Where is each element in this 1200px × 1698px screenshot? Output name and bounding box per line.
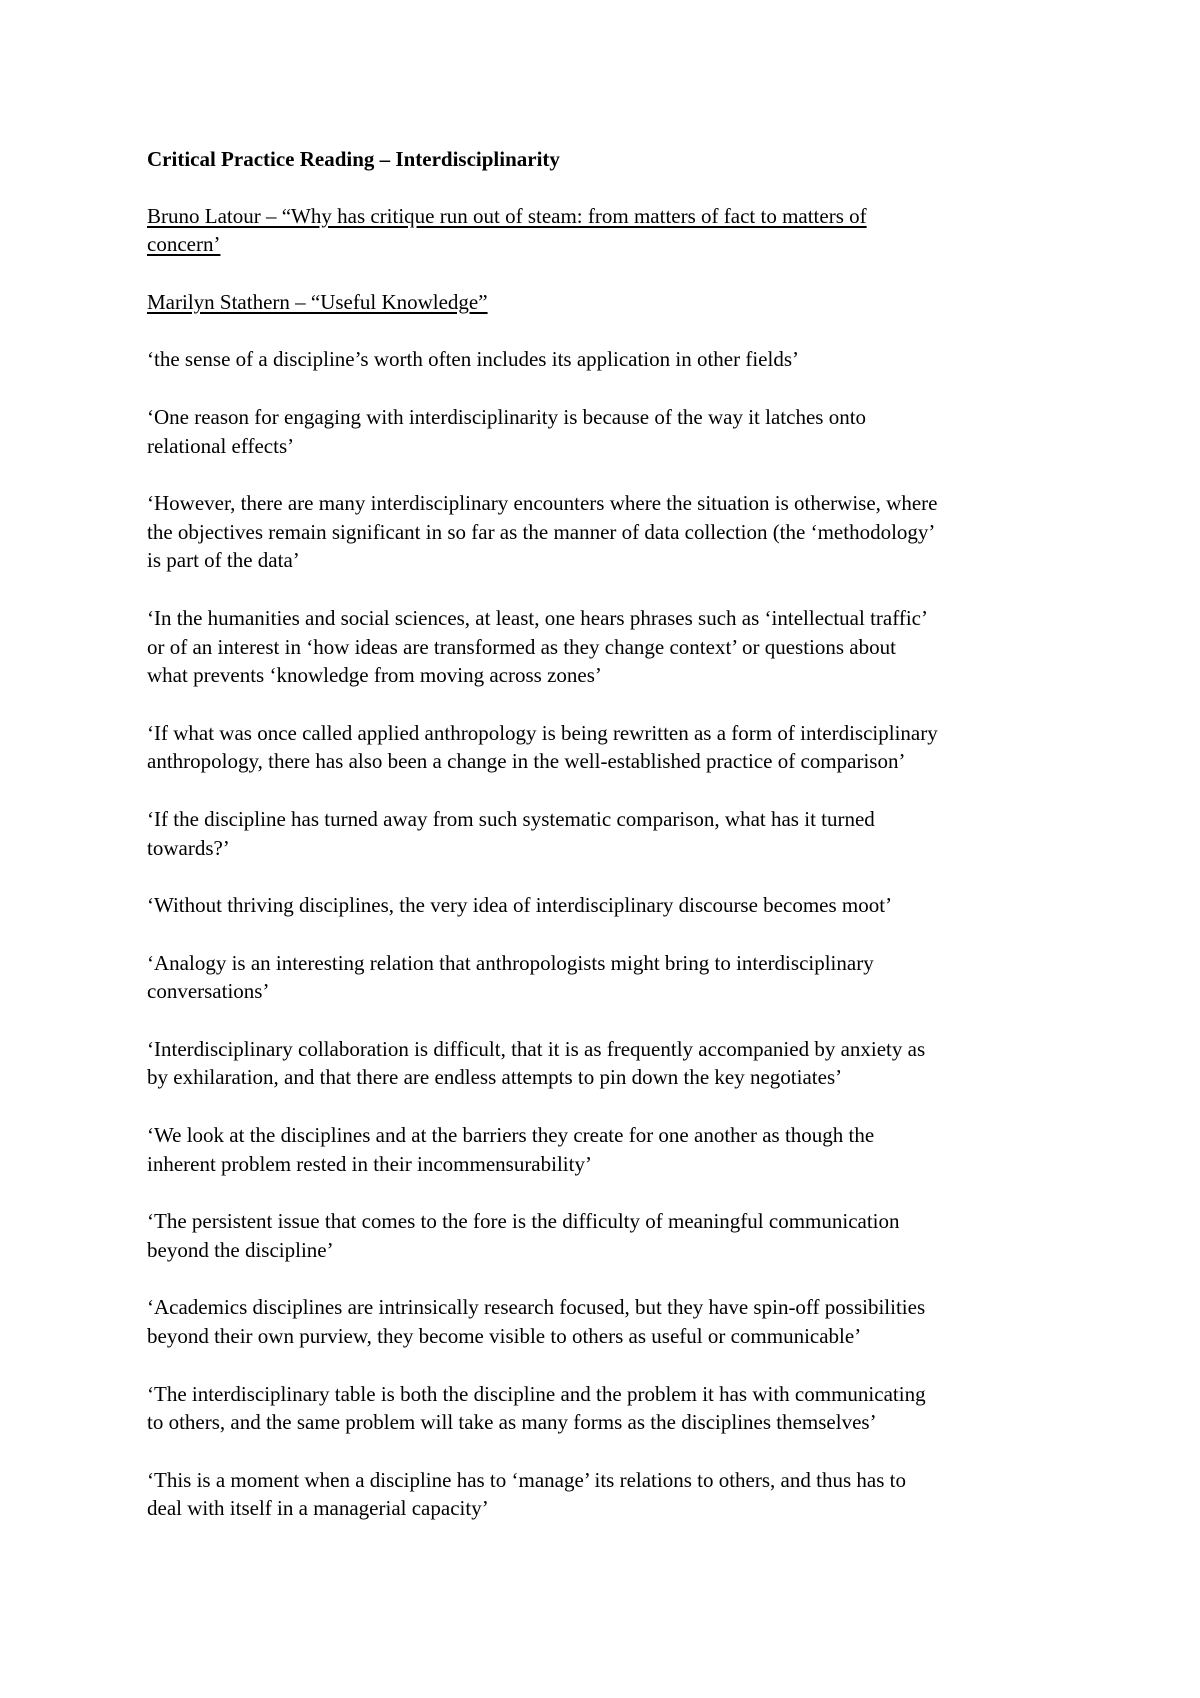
quote-line: ‘In the humanities and social sciences, at least, one hears phrases such as ‘intellectual traffic’ bbox=[147, 605, 928, 630]
quote-line: inherent problem rested in their incommensurability’ bbox=[147, 1151, 592, 1176]
quote-line: ‘This is a moment when a discipline has to ‘manage’ its relations to others, and thus has to bbox=[147, 1467, 906, 1492]
document-page bbox=[147, 145, 1077, 1552]
quote-line: what prevents ‘knowledge from moving across zones’ bbox=[147, 663, 602, 688]
reference-stathern bbox=[147, 288, 1077, 317]
quote-item bbox=[147, 489, 1077, 575]
quote-item bbox=[147, 604, 1077, 690]
quote-line: anthropology, there has also been a change in the well-established practice of comparison’ bbox=[147, 749, 906, 774]
quote-line: ‘If what was once called applied anthropology is being rewritten as a form of interdisciplinary bbox=[147, 720, 938, 745]
quote-line: ‘the sense of a discipline’s worth often includes its application in other fields’ bbox=[147, 347, 800, 372]
quote-item bbox=[147, 403, 1077, 460]
reference-line: Bruno Latour – “Why has critique run out of steam: from matters of fact to matters of bbox=[147, 203, 867, 228]
quote-item bbox=[147, 949, 1077, 1006]
reference-line: concern’ bbox=[147, 232, 221, 257]
quote-line: ‘One reason for engaging with interdisciplinarity is because of the way it latches onto bbox=[147, 404, 867, 429]
quote-line: ‘Without thriving disciplines, the very idea of interdisciplinary discourse becomes moot’ bbox=[147, 893, 893, 918]
quote-item bbox=[147, 891, 1077, 920]
quote-line: ‘We look at the disciplines and at the barriers they create for one another as though the bbox=[147, 1123, 875, 1148]
quote-line: beyond their own purview, they become visible to others as useful or communicable’ bbox=[147, 1324, 862, 1349]
quote-line: is part of the data’ bbox=[147, 548, 300, 573]
quote-item bbox=[147, 345, 1077, 374]
quote-item bbox=[147, 1035, 1077, 1092]
quote-list bbox=[147, 345, 1077, 1523]
quote-line: ‘If the discipline has turned away from such systematic comparison, what has it turned bbox=[147, 806, 875, 831]
quote-item bbox=[147, 1207, 1077, 1264]
quote-item bbox=[147, 1380, 1077, 1437]
quote-line: ‘The interdisciplinary table is both the discipline and the problem it has with communicating bbox=[147, 1381, 926, 1406]
quote-line: ‘Academics disciplines are intrinsically research focused, but they have spin-off possibilities bbox=[147, 1295, 926, 1320]
reference-latour bbox=[147, 202, 1077, 259]
quote-line: deal with itself in a managerial capacity’ bbox=[147, 1496, 489, 1521]
document-title: Critical Practice Reading – Interdisciplinarity bbox=[147, 147, 560, 171]
quote-item bbox=[147, 719, 1077, 776]
quote-item bbox=[147, 1293, 1077, 1350]
quote-line: conversations’ bbox=[147, 979, 270, 1004]
quote-item bbox=[147, 1121, 1077, 1178]
quote-line: by exhilaration, and that there are endless attempts to pin down the key negotiates’ bbox=[147, 1065, 843, 1090]
quote-line: towards?’ bbox=[147, 835, 230, 860]
reference-line: Marilyn Stathern – “Useful Knowledge” bbox=[147, 289, 488, 314]
quote-item bbox=[147, 805, 1077, 862]
quote-item bbox=[147, 1466, 1077, 1523]
quote-line: relational effects’ bbox=[147, 433, 295, 458]
quote-line: ‘However, there are many interdisciplinary encounters where the situation is otherwise, where bbox=[147, 491, 938, 516]
quote-line: the objectives remain significant in so far as the manner of data collection (the ‘methodology’ bbox=[147, 519, 936, 544]
quote-line: or of an interest in ‘how ideas are transformed as they change context’ or questions about bbox=[147, 634, 896, 659]
quote-line: ‘Interdisciplinary collaboration is difficult, that it is as frequently accompanied by anxiety as bbox=[147, 1036, 926, 1061]
quote-line: beyond the discipline’ bbox=[147, 1237, 334, 1262]
quote-line: to others, and the same problem will take as many forms as the disciplines themselves’ bbox=[147, 1410, 877, 1435]
quote-line: ‘Analogy is an interesting relation that anthropologists might bring to interdisciplinary bbox=[147, 950, 874, 975]
quote-line: ‘The persistent issue that comes to the fore is the difficulty of meaningful communication bbox=[147, 1209, 900, 1234]
